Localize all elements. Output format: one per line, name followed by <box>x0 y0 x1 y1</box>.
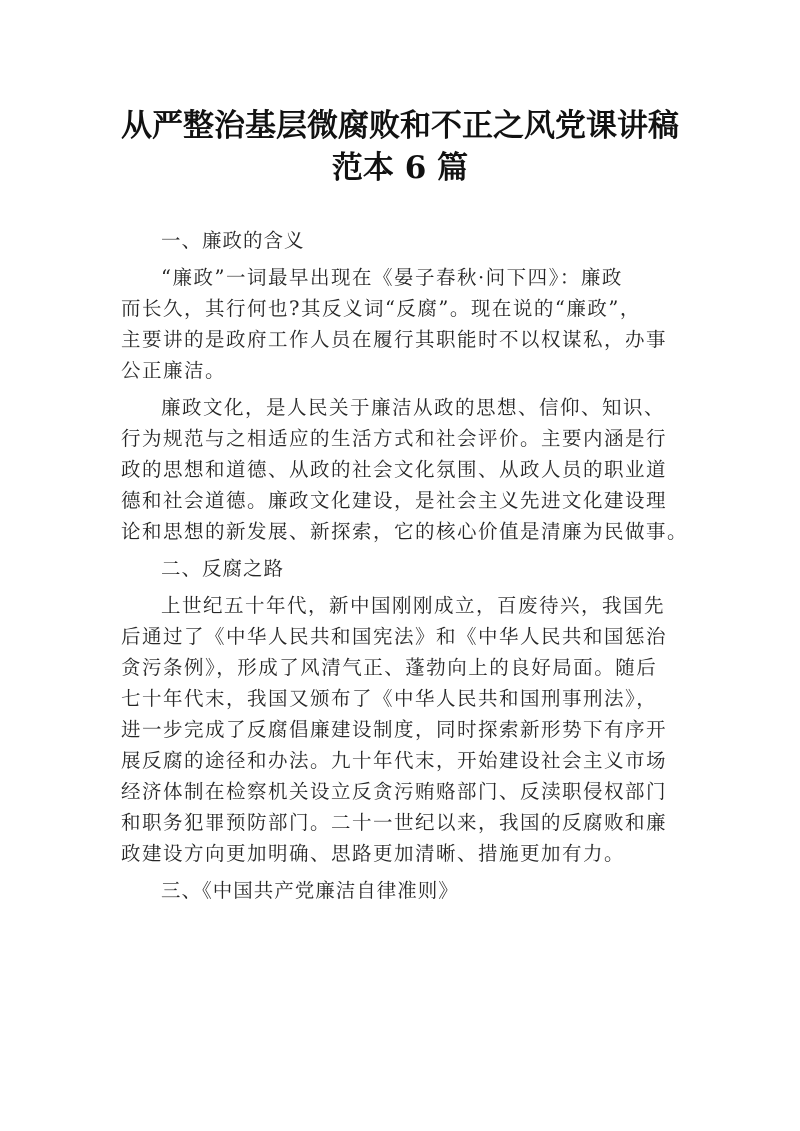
paragraph-line: 政建设方向更加明确、思路更加清晰、措施更加有力。 <box>121 842 626 865</box>
paragraph-line: 七十年代末，我国又颁布了《中华人民共和国刑事刑法》， <box>121 687 658 710</box>
paragraph-line: 论和思想的新发展、新探索，它的核心价值是清廉为民做事。 <box>121 520 689 543</box>
section-heading-1: 一、廉政的含义 <box>161 229 305 252</box>
paragraph-line: 经济体制在检察机关设立反贪污贿赂部门、反渎职侵权部门 <box>121 780 668 803</box>
paragraph-line: 廉政文化，是人民关于廉洁从政的思想、信仰、知识、 <box>161 396 666 419</box>
paragraph-1 <box>121 262 681 386</box>
document-title-line-2: 范本 6 篇 <box>331 150 469 186</box>
document-title-line-1: 从严整治基层微腐败和不正之风党课讲稿 <box>121 108 679 144</box>
paragraph-2 <box>121 392 689 547</box>
paragraph-line: 而长久，其行何也?其反义词“反腐”。现在说的“廉政”， <box>121 297 641 320</box>
paragraph-3 <box>121 590 681 869</box>
paragraph-line: 政的思想和道德、从政的社会文化氛围、从政人员的职业道 <box>121 458 668 481</box>
paragraph-line: 行为规范与之相适应的生活方式和社会评价。主要内涵是行 <box>121 427 668 450</box>
paragraph-line: 德和社会道德。廉政文化建设，是社会主义先进文化建设理 <box>121 489 668 512</box>
paragraph-line: 进一步完成了反腐倡廉建设制度，同时探索新形势下有序开 <box>121 718 668 741</box>
section-heading-2: 二、反腐之路 <box>161 557 285 580</box>
document-body <box>121 225 689 912</box>
paragraph-line: 和职务犯罪预防部门。二十一世纪以来，我国的反腐败和廉 <box>121 811 668 834</box>
section-heading-3: 三、《中国共产党廉洁自律准则》 <box>161 879 459 902</box>
paragraph-line: 贪污条例》，形成了风清气正、蓬勃向上的良好局面。随后 <box>121 656 658 679</box>
paragraph-line: 上世纪五十年代，新中国刚刚成立，百废待兴，我国先 <box>161 594 666 617</box>
paragraph-line: 展反腐的途径和办法。九十年代末，开始建设社会主义市场 <box>121 749 668 772</box>
paragraph-line: 后通过了《中华人民共和国宪法》和《中华人民共和国惩治 <box>121 625 668 648</box>
paragraph-line: “廉政”一词最早出现在《晏子春秋·问下四》：廉政 <box>161 266 623 289</box>
paragraph-line: 公正廉洁。 <box>121 359 227 382</box>
paragraph-line: 主要讲的是政府工作人员在履行其职能时不以权谋私，办事 <box>121 328 668 351</box>
